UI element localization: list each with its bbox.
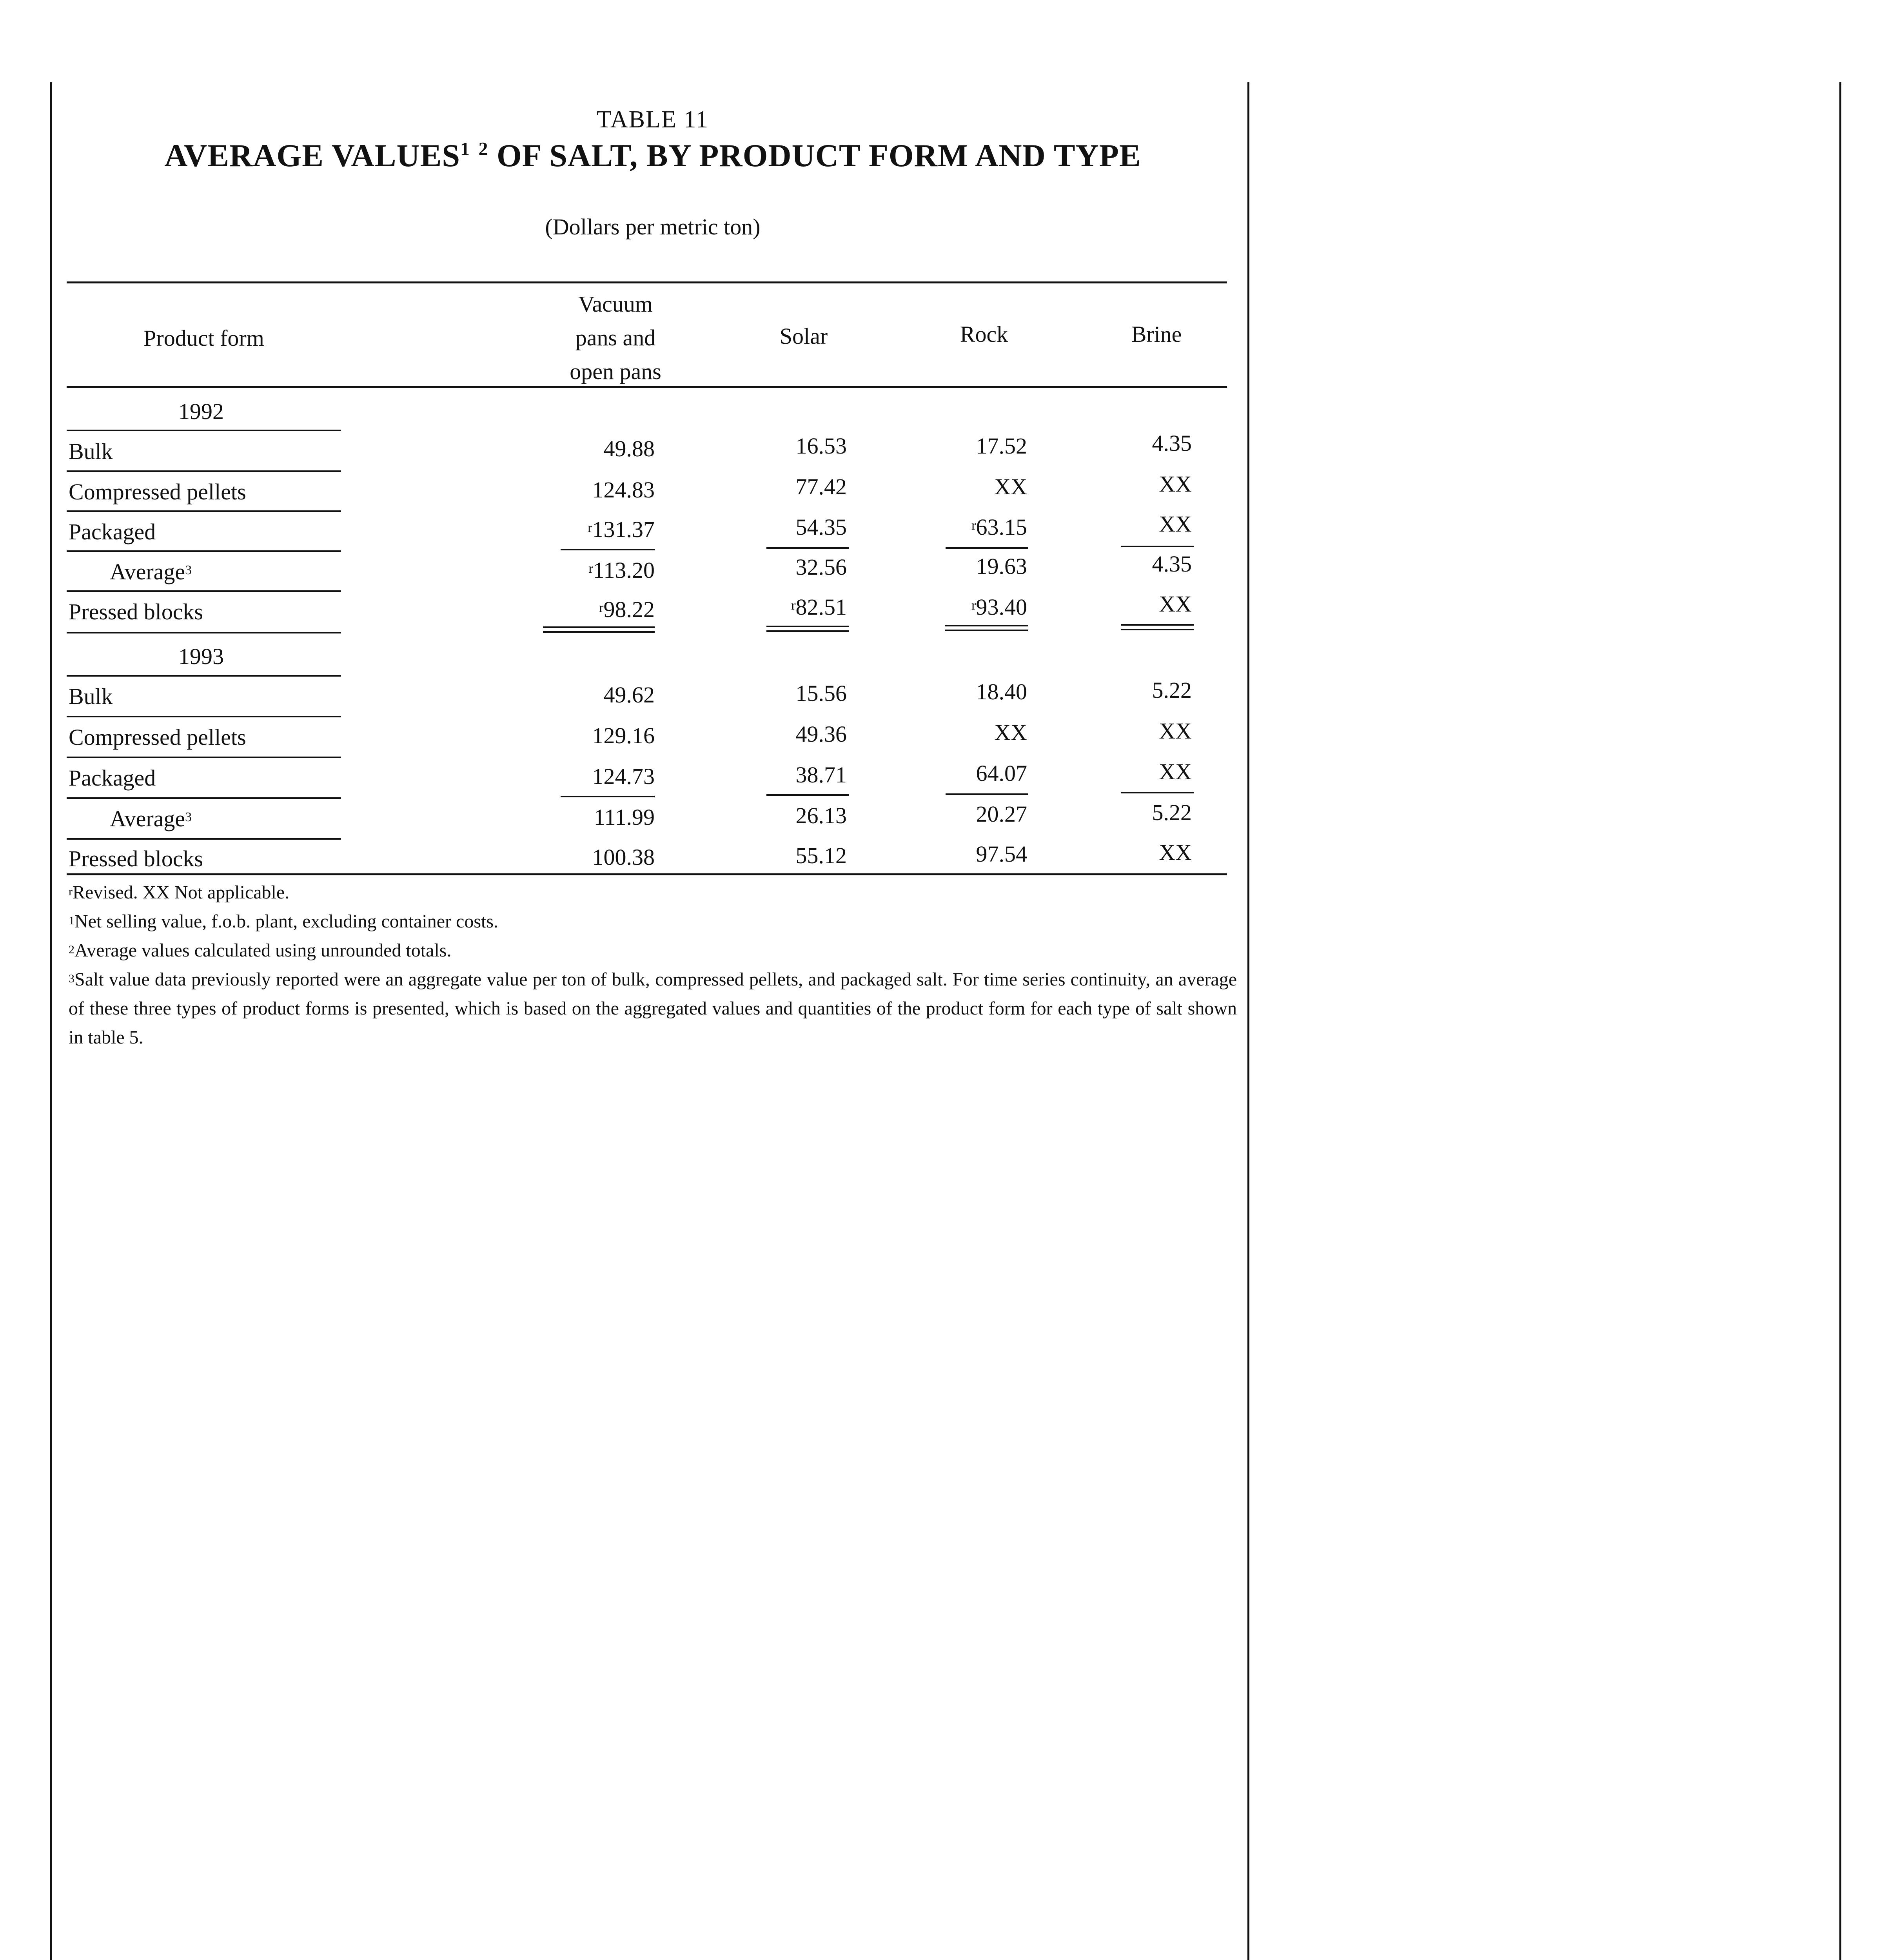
- row-label-compressed-pellets: Compressed pellets: [69, 724, 246, 750]
- cell-solar: 77.42: [795, 474, 847, 499]
- cell-vacuum: $^r$98.22: [599, 597, 655, 622]
- label-rule: [67, 632, 341, 633]
- row-label-average: Average$^3$: [110, 806, 192, 831]
- cell-vacuum: 111.99: [594, 804, 655, 830]
- cell-rock: 19.63: [976, 554, 1027, 579]
- cell-brine: XX: [1159, 511, 1192, 537]
- double-rule: [1121, 629, 1194, 630]
- double-rule: [1121, 624, 1194, 626]
- cell-vacuum: 49.88: [603, 436, 655, 461]
- table-number: TABLE 11: [597, 106, 709, 133]
- label-rule: [67, 430, 341, 431]
- double-rule: [945, 625, 1028, 626]
- cell-brine: 5.22: [1152, 800, 1192, 825]
- row-label-bulk: Bulk: [69, 439, 113, 464]
- left-margin-rule: [50, 82, 52, 1960]
- right-margin-rule: [1839, 82, 1841, 1960]
- subtotal-rule: [1121, 546, 1194, 547]
- cell-rock: 20.27: [976, 801, 1027, 827]
- cell-solar: 55.12: [795, 843, 847, 868]
- cell-brine: 4.35: [1152, 551, 1192, 577]
- col-header-vacuum: Vacuum pans and open pans: [570, 291, 661, 384]
- cell-brine: XX: [1159, 759, 1192, 784]
- subtotal-rule: [561, 549, 655, 550]
- cell-vacuum: 129.16: [592, 723, 655, 748]
- cell-solar: $^r$82.51: [791, 594, 847, 620]
- revised-mark: r: [791, 598, 796, 613]
- cell-rock: 64.07: [976, 760, 1027, 786]
- double-rule: [543, 631, 655, 633]
- cell-vacuum: $^r$131.37: [588, 517, 655, 542]
- revised-mark: r: [588, 561, 593, 576]
- cell-brine: XX: [1159, 471, 1192, 497]
- col-header-rock: Rock: [960, 321, 1008, 347]
- label-rule: [67, 510, 341, 512]
- cell-rock: 97.54: [976, 841, 1027, 867]
- cell-brine: XX: [1159, 840, 1192, 865]
- col-header-product-form: Product form: [143, 325, 264, 351]
- row-label-compressed-pellets: Compressed pellets: [69, 479, 246, 505]
- double-rule: [766, 630, 849, 632]
- subtotal-rule: [946, 793, 1028, 795]
- cell-brine: 4.35: [1152, 430, 1192, 456]
- year-1992: 1992: [178, 399, 224, 424]
- cell-rock: XX: [994, 720, 1027, 745]
- label-rule: [67, 716, 341, 717]
- cell-vacuum: 124.83: [592, 477, 655, 503]
- revised-mark: r: [971, 598, 976, 613]
- revised-mark: r: [588, 521, 592, 535]
- col-header-solar: Solar: [779, 323, 828, 349]
- cell-rock: 17.52: [976, 433, 1027, 459]
- footnote-1: $^1$Net selling value, f.o.b. plant, excluding container costs.: [69, 911, 499, 932]
- label-rule: [67, 550, 341, 552]
- row-label-packaged: Packaged: [69, 519, 156, 544]
- cell-brine: 5.22: [1152, 677, 1192, 703]
- label-rule: [67, 838, 341, 840]
- revised-mark: r: [971, 518, 976, 533]
- cell-rock: $^r$63.15: [971, 514, 1027, 540]
- row-label-bulk: Bulk: [69, 684, 113, 709]
- subtotal-rule: [946, 547, 1028, 549]
- label-rule: [67, 470, 341, 472]
- column-divider-rule: [1247, 82, 1249, 1960]
- cell-brine: XX: [1159, 718, 1192, 744]
- label-rule: [67, 675, 341, 677]
- col-header-brine: Brine: [1131, 321, 1182, 347]
- cell-solar: 49.36: [795, 721, 847, 747]
- cell-rock: 18.40: [976, 679, 1027, 704]
- revised-mark: r: [599, 601, 604, 615]
- subtotal-rule: [766, 547, 849, 549]
- footnote-revised: $^r$Revised. XX Not applicable.: [69, 882, 290, 903]
- cell-solar: 26.13: [795, 803, 847, 828]
- cell-vacuum: 100.38: [592, 844, 655, 870]
- cell-solar: 54.35: [795, 514, 847, 540]
- cell-vacuum: 124.73: [592, 764, 655, 789]
- cell-solar: 38.71: [795, 762, 847, 788]
- footnote-3: $^3$Salt value data previously reported were an aggregate value per ton of bulk, compressed pellets, and packaged salt. For time series continuity, an average of these three types of product forms is presented, which is based on the aggregated values and quantities of the product form for each type of salt shown in table 5.: [69, 969, 1237, 1048]
- row-label-average: Average$^3$: [110, 559, 192, 584]
- cell-rock: XX: [994, 474, 1027, 499]
- label-rule: [67, 757, 341, 758]
- year-1993: 1993: [178, 644, 224, 669]
- subtotal-rule: [561, 796, 655, 797]
- cell-vacuum: $^r$113.20: [588, 557, 655, 583]
- subtotal-rule: [1121, 792, 1194, 793]
- cell-vacuum: 49.62: [603, 682, 655, 708]
- row-label-pressed-blocks: Pressed blocks: [69, 599, 203, 624]
- double-rule: [766, 626, 849, 627]
- double-rule: [945, 630, 1028, 631]
- label-rule: [67, 797, 341, 799]
- footnotes: [69, 878, 1237, 1052]
- table-bottom-rule: [67, 873, 1227, 875]
- table-heading: AVERAGE VALUES$^1$ $^2$ OF SALT, BY PRODUCT FORM AND TYPE: [164, 138, 1141, 173]
- table-units: (Dollars per metric ton): [545, 214, 761, 240]
- label-rule: [67, 590, 341, 592]
- cell-rock: $^r$93.40: [971, 594, 1027, 620]
- header-top-rule: [67, 281, 1227, 283]
- cell-solar: 16.53: [795, 433, 847, 459]
- double-rule: [543, 626, 655, 628]
- cell-solar: 15.56: [795, 681, 847, 706]
- row-label-pressed-blocks: Pressed blocks: [69, 846, 203, 871]
- row-label-packaged: Packaged: [69, 765, 156, 791]
- cell-brine: XX: [1159, 591, 1192, 617]
- footnote-2: $^2$Average values calculated using unrounded totals.: [69, 940, 452, 961]
- cell-solar: 32.56: [795, 554, 847, 580]
- subtotal-rule: [766, 794, 849, 796]
